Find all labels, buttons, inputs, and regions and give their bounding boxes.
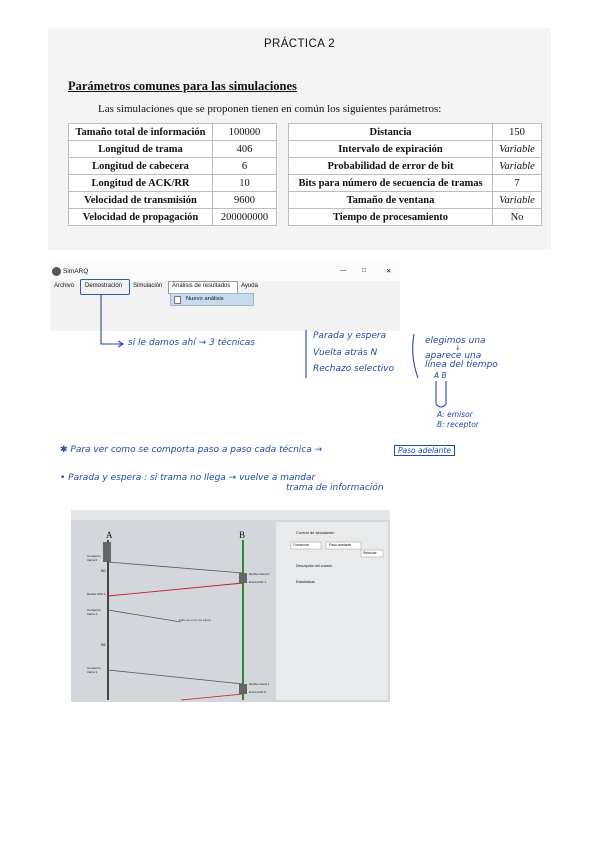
note-technique-3: Rechazo selectivo [313,364,395,374]
param-name: Probabilidad de error de bit [289,158,493,175]
note-technique-2: Vuelta atrás N [313,348,378,358]
event-left: Comienzo trama 1 [87,608,101,616]
menu-demostracion[interactable]: Demostración [85,283,123,289]
sidebar-title: Control de simulación [296,530,335,535]
error-label: Fallo de envío de trama [179,618,211,622]
param-name: Tamaño total de información [69,124,213,141]
timeline-label-a: A [106,530,113,540]
param-value: 150 [493,124,542,141]
note-emisor: A: emisor [437,410,473,419]
tick-label: 95 [101,642,106,647]
param-value: Variable [493,192,542,209]
param-value: Variable [493,141,542,158]
comenzar-button[interactable]: Comenzar [293,543,310,547]
event-right: Envía ACK 1 [249,580,267,584]
note-technique-1: Parada y espera [313,331,387,341]
note-three-techniques: si le damos ahí → 3 técnicas [128,338,255,348]
timeline-drawing [71,510,390,702]
param-value: No [493,209,542,226]
page-title: PRÁCTICA 2 [263,38,336,50]
dropdown-item-nuevo-analisis[interactable]: Nuevo análisis [186,296,224,302]
param-value: 100000 [213,124,277,141]
note-receptor: B: receptor [437,420,479,429]
param-name: Bits para número de secuencia de tramas [289,175,493,192]
section-heading: Parámetros comunes para las simulaciones [68,79,297,93]
minimize-icon[interactable]: — [340,267,347,274]
event-right: Envía ACK 0 [249,690,267,694]
event-left: Comienzo trama 1 [87,666,101,674]
param-value: 200000000 [213,209,277,226]
menu-ayuda[interactable]: Ayuda [241,283,258,289]
sidebar-label-estadisticas: Estadísticas [296,580,315,584]
note-right-1: elegimos una [425,336,486,346]
event-left: Comienzo trama 0 [87,554,101,562]
param-name: Intervalo de expiración [289,141,493,158]
param-name: Velocidad de transmisión [69,192,213,209]
note-paso-adelante-box: Paso adelante [394,445,455,456]
tick-label: 50 [101,568,106,573]
param-value: 7 [493,175,542,192]
param-value: 9600 [213,192,277,209]
note-right-arrow: ↓ [455,344,461,352]
param-value: 406 [213,141,277,158]
reiniciar-button[interactable]: Reiniciar [363,551,377,555]
note-ab: A B [434,371,447,380]
window-title: SimARQ [63,268,89,275]
note-right-2: aparece una [425,351,482,361]
menu-analisis[interactable]: Análisis de resultados [172,283,231,289]
note-stop-and-wait-2: trama de información [286,483,384,493]
note-right-3: línea del tiempo [425,360,498,370]
simulation-photo [71,510,390,702]
param-name: Distancia [289,124,493,141]
param-name: Tiempo de procesamiento [289,209,493,226]
param-value: 10 [213,175,277,192]
close-icon[interactable]: ✕ [386,268,392,275]
param-name: Tamaño de ventana [289,192,493,209]
menu-archivo[interactable]: Archivo [54,283,75,289]
param-name: Longitud de trama [69,141,213,158]
timeline-label-b: B [239,530,246,540]
event-right: Recibe trama 0 [249,572,270,576]
paso-adelante-button[interactable]: Paso adelante [329,543,352,547]
event-left: Recibe ACK 1 [87,592,106,596]
sidebar-label-suceso: Descripción del suceso [296,564,332,568]
param-name: Longitud de ACK/RR [69,175,213,192]
maximize-icon[interactable]: □ [362,267,366,274]
param-value: Variable [493,158,542,175]
menu-simulacion[interactable]: Simulación [133,283,163,289]
intro-text: Las simulaciones que se proponen tienen en común los siguientes parámetros: [98,103,442,115]
event-right: Recibe trama 1 [249,682,270,686]
param-name: Velocidad de propagación [69,209,213,226]
param-name: Longitud de cabecera [69,158,213,175]
note-stop-and-wait: • Parada y espera : si trama no llega → vuelve a mandar [60,473,316,483]
param-value: 6 [213,158,277,175]
note-step-by-step: ✱ Para ver como se comporta paso a paso cada técnica → [60,445,323,455]
